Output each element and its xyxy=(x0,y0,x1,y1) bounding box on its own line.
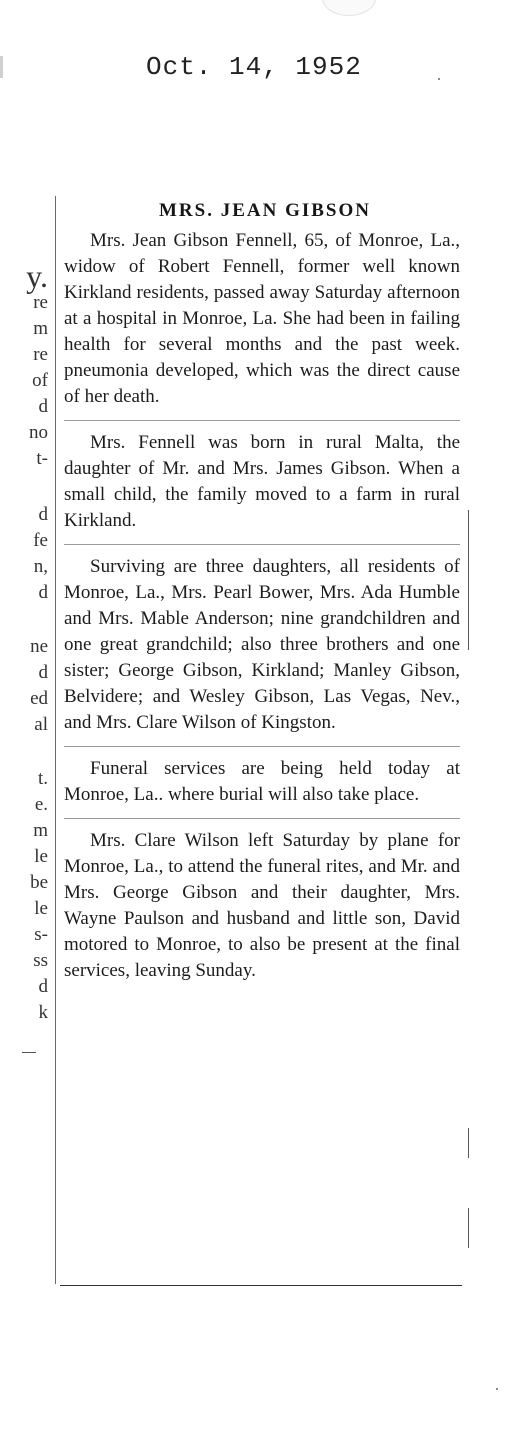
scan-speck xyxy=(496,1388,498,1390)
scan-speck xyxy=(438,78,440,80)
fragment-text: le xyxy=(34,898,48,919)
fragment-text: m xyxy=(33,318,48,339)
fragment-text: m xyxy=(33,820,48,841)
fragment-text: d xyxy=(38,582,48,603)
fragment-text: re xyxy=(33,344,48,365)
fragment-text: of xyxy=(32,370,48,391)
fragment-text: no xyxy=(29,422,48,443)
article-paragraph: Funeral services are being held today at Monroe, La.. where burial will also take place. xyxy=(64,746,460,808)
fragment-text: d xyxy=(38,976,48,997)
fragment-text: k xyxy=(38,1002,48,1023)
fragment-text: d xyxy=(38,396,48,417)
fragment-text: le xyxy=(34,846,48,867)
column-rule-left xyxy=(55,196,56,1284)
column-rule-right xyxy=(468,1208,469,1248)
scan-smudge xyxy=(322,0,376,16)
fragment-text: t- xyxy=(36,448,48,469)
fragment-text: al xyxy=(34,714,48,735)
clipping-date: Oct. 14, 1952 xyxy=(146,52,362,82)
article-headline: MRS. JEAN GIBSON xyxy=(159,200,371,221)
fragment-text: ss xyxy=(33,950,48,971)
fragment-dash xyxy=(22,1052,36,1053)
fragment-text: ed xyxy=(30,688,48,709)
obituary-article xyxy=(64,200,460,984)
article-end-rule xyxy=(60,1285,462,1286)
fragment-text: ne xyxy=(30,636,48,657)
article-paragraph: Mrs. Clare Wilson left Saturday by plane for Monroe, La., to attend the funeral rites, and Mr. and Mrs. George Gibson and their daughter, Mrs. Wayne Paulson and husband and little son, David motored to Monroe, to also be present at the final services, leaving Sunday. xyxy=(64,818,460,984)
column-rule-right xyxy=(468,1128,469,1158)
column-rule-right xyxy=(468,510,469,650)
scan-edge-mark xyxy=(0,56,3,78)
fragment-text: fe xyxy=(33,530,48,551)
fragment-text: e. xyxy=(34,794,48,815)
fragment-text: re xyxy=(33,292,48,313)
fragment-text: be xyxy=(30,872,48,893)
fragment-text: s- xyxy=(34,924,48,945)
article-paragraph: Surviving are three daughters, all residents of Monroe, La., Mrs. Pearl Bower, Mrs. Ada Humble and Mrs. Mable Anderson; nine grandchildren and one great grandchild; also three brothers and one sister; George Gibson, Kirkland; Manley Gibson, Belvidere; and Wesley Gibson, Las Vegas, Nev., and Mrs. Clare Wilson of Kingston. xyxy=(64,544,460,736)
fragment-text: y. xyxy=(26,258,48,294)
fragment-text: d xyxy=(38,662,48,683)
article-paragraph: Mrs. Fennell was born in rural Malta, the daughter of Mr. and Mrs. James Gibson. When a small child, the family moved to a farm in rural Kirkland. xyxy=(64,420,460,534)
article-paragraph: Mrs. Jean Gibson Fennell, 65, of Monroe, La., widow of Robert Fennell, former well known Kirkland residents, passed away Saturday afternoon at a hospital in Monroe, La. She had been in failing health for several months and the past week. pneumonia developed, which was the direct cause of her death. xyxy=(64,230,460,407)
fragment-text: n, xyxy=(33,556,48,577)
fragment-text: d xyxy=(38,504,48,525)
fragment-text: t. xyxy=(37,768,48,789)
